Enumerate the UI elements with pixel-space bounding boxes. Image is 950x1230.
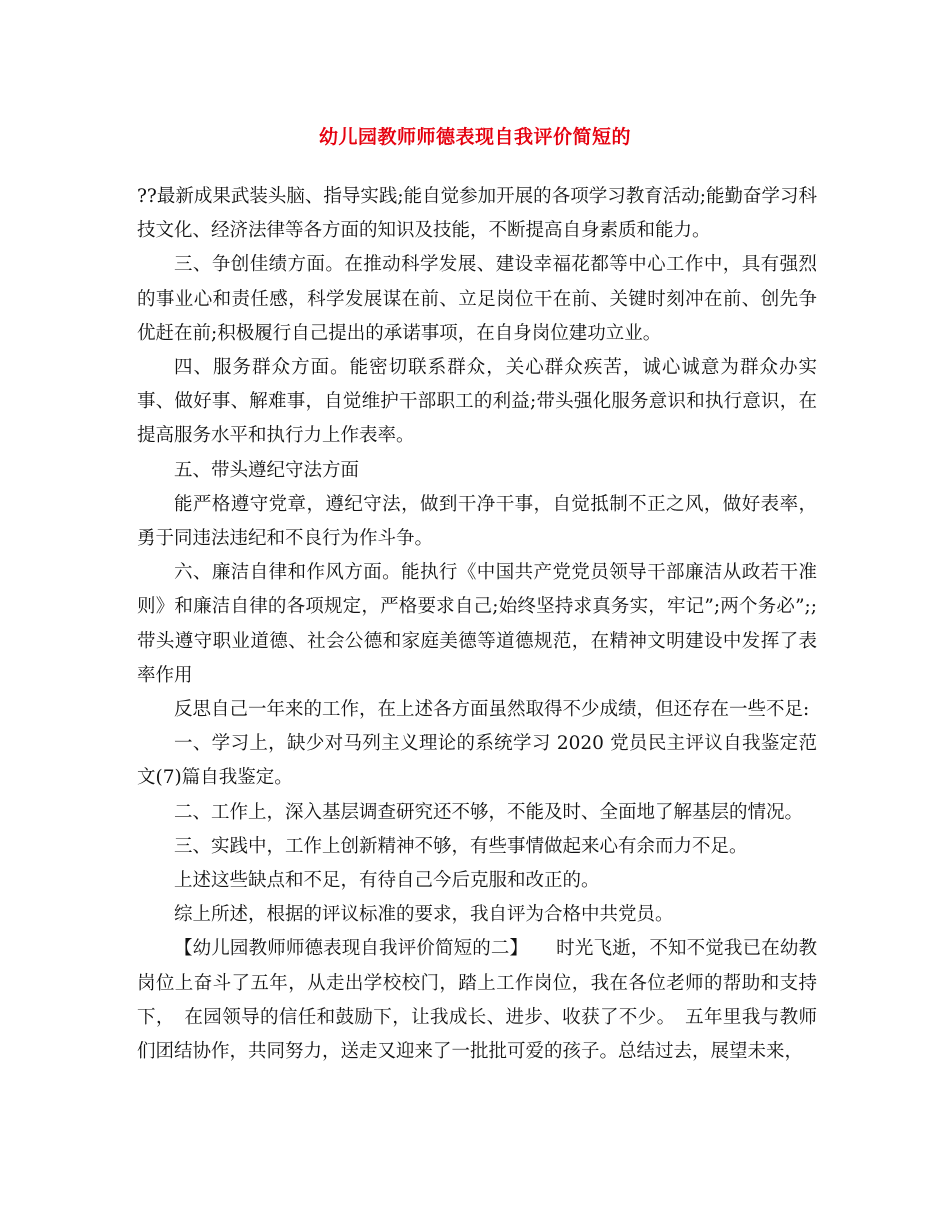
paragraph: 二、工作上，深入基层调查研究还不够，不能及时、全面地了解基层的情况。: [174, 801, 804, 823]
paragraph: 【幼儿园教师师德表现自我评价简短的二】 时光飞逝，不知不觉我已在幼教岗位上奋斗了五年，从走出学校校门，踏上工作岗位，我在各位老师的帮助和支持下， 在园领导的信任和鼓励下，让我成长、进步、收获了不少。 五年里我与教师们团结协作，共同努力，送走又迎来了一批批可爱的孩子。总结过去，展望未来，: [137, 938, 817, 1063]
paragraph: 上述这些缺点和不足，有待自己今后克服和改正的。: [174, 870, 600, 892]
document-title: 幼儿园教师师德表现自我评价简短的: [318, 126, 631, 148]
paragraph: 三、实践中，工作上创新精神不够，有些事情做起来心有余而力不足。: [174, 835, 748, 857]
document-body: [137, 180, 817, 1069]
paragraph: 能严格遵守党章，遵纪守法，做到干净干事，自觉抵制不正之风，做好表率，勇于同违法违纪和不良行为作斗争。: [137, 493, 817, 550]
paragraph: 五、带头遵纪守法方面: [174, 459, 360, 481]
paragraph: 六、廉洁自律和作风方面。能执行《中国共产党党员领导干部廉洁从政若干准则》和廉洁自律的各项规定，严格要求自己;始终坚持求真务实，牢记”;两个务必”;;带头遵守职业道德、社会公德和家庭美德等道德规范，在精神文明建设中发挥了表率作用: [137, 562, 817, 686]
paragraph: ??最新成果武装头脑、指导实践;能自觉参加开展的各项学习教育活动;能勤奋学习科技文化、经济法律等各方面的知识及技能，不断提高自身素质和能力。: [137, 186, 817, 242]
paragraph: 三、争创佳绩方面。在推动科学发展、建设幸福花都等中心工作中，具有强烈的事业心和责任感，科学发展谋在前、立足岗位干在前、关键时刻冲在前、创先争优赶在前;积极履行自己提出的承诺事项，在自身岗位建功立业。: [137, 254, 817, 344]
paragraph: 一、学习上，缺少对马列主义理论的系统学习 2020 党员民主评议自我鉴定范文(7)篇自我鉴定。: [137, 733, 817, 789]
paragraph: 反思自己一年来的工作，在上述各方面虽然取得不少成绩，但还存在一些不足:: [174, 699, 810, 721]
paragraph: 综上所述，根据的评议标准的要求，我自评为合格中共党员。: [174, 904, 674, 926]
paragraph: 四、服务群众方面。能密切联系群众，关心群众疾苦，诚心诚意为群众办实事、做好事、解难事，自觉维护干部职工的利益;带头强化服务意识和执行意识，在提高服务水平和执行力上作表率。: [137, 357, 817, 447]
